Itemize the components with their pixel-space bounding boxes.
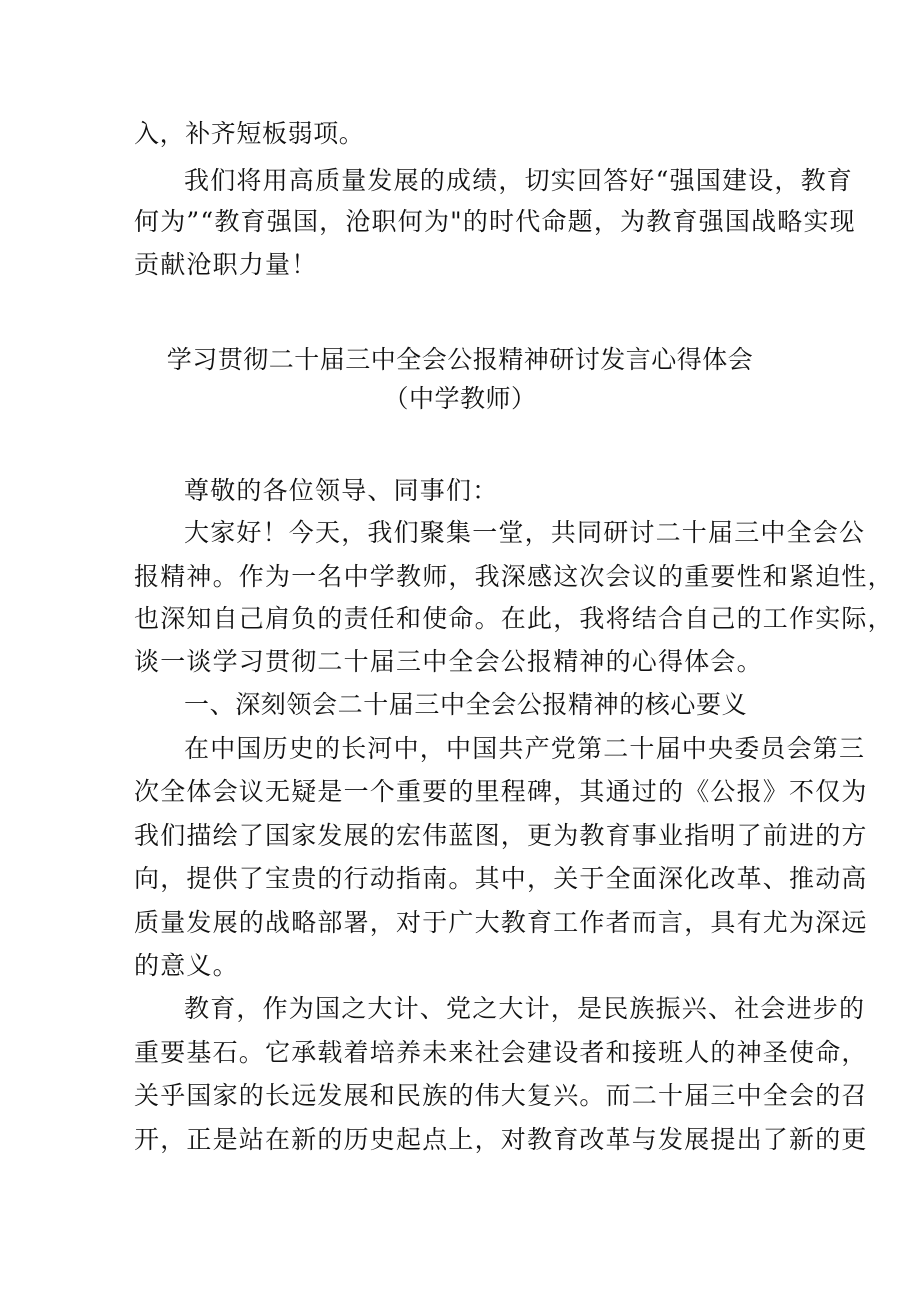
closing-paragraph-line: 我们将用高质量发展的成绩，切实回答好“强国建设，教育 (184, 166, 853, 195)
intro-paragraph-line: 报精神。作为一名中学教师，我深感这次会议的重要性和紧迫性， (134, 562, 894, 591)
body-paragraph-line: 向，提供了宝贵的行动指南。其中，关于全面深化改革、推动高 (134, 864, 868, 893)
body-paragraph-line: 我们描绘了国家发展的宏伟蓝图，更为教育事业指明了前进的方 (134, 821, 868, 850)
body-paragraph-line: 关乎国家的长远发展和民族的伟大复兴。而二十届三中全会的召 (134, 1081, 868, 1110)
intro-paragraph-line: 谈一谈学习贯彻二十届三中全会公报精神的心得体会。 (134, 647, 763, 676)
continuation-line: 入，补齐短板弱项。 (134, 119, 365, 148)
body-paragraph-line: 质量发展的战略部署，对于广大教育工作者而言，具有尤为深远 (134, 908, 868, 937)
intro-paragraph-line: 也深知自己肩负的责任和使命。在此，我将结合自己的工作实际， (134, 604, 894, 633)
body-paragraph-line: 在中国历史的长河中，中国共产党第二十届中央委员会第三 (184, 734, 866, 763)
closing-paragraph-line: 贡献沧职力量！ (134, 250, 318, 279)
salutation: 尊敬的各位领导、同事们： (184, 476, 499, 505)
body-paragraph-line: 重要基石。它承载着培养未来社会建设者和接班人的神圣使命， (134, 1038, 868, 1067)
article-title: 学习贯彻二十届三中全会公报精神研讨发言心得体会 (166, 345, 754, 374)
closing-paragraph-line: 何为”“教育强国，沧职何为"的时代命题，为教育强国战略实现 (134, 207, 856, 236)
article-subtitle: （中学教师） (383, 384, 537, 413)
body-paragraph-line: 开，正是站在新的历史起点上，对教育改革与发展提出了新的更 (134, 1125, 868, 1154)
body-paragraph-line: 次全体会议无疑是一个重要的里程碑，其通过的《公报》不仅为 (134, 777, 868, 806)
intro-paragraph-line: 大家好！今天，我们聚集一堂，共同研讨二十届三中全会公 (184, 518, 866, 547)
section-heading: 一、深刻领会二十届三中全会公报精神的核心要义 (184, 690, 748, 719)
body-paragraph-line: 的意义。 (134, 951, 239, 980)
body-paragraph-line: 教育，作为国之大计、党之大计，是民族振兴、社会进步的 (184, 994, 866, 1023)
